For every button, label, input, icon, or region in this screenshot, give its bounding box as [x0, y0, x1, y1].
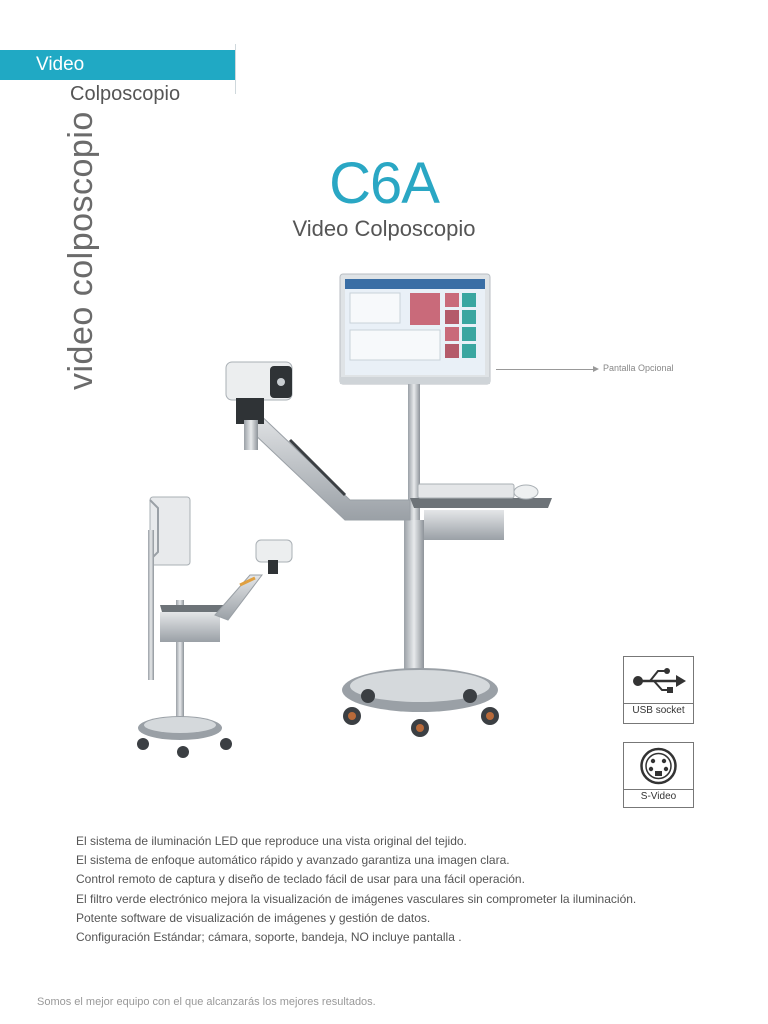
- side-title: video colposcopio: [62, 111, 100, 390]
- header-label-top: Video: [36, 54, 85, 75]
- feature-item: Potente software de visualización de imágenes y gestión de datos.: [76, 910, 431, 925]
- callout-arrow-icon: [593, 366, 599, 372]
- model-title: C6A: [329, 151, 439, 216]
- feature-item: El sistema de iluminación LED que reproduce una vista original del tejido.: [76, 834, 467, 848]
- feature-list: [76, 832, 636, 947]
- feature-item: El sistema de enfoque automático rápido y avanzado garantiza una imagen clara.: [76, 853, 510, 868]
- usb-badge: [623, 656, 694, 724]
- s-video-connector-icon: [624, 743, 693, 789]
- usb-badge-divider: [624, 703, 693, 704]
- s-video-badge-label: S-Video: [640, 791, 677, 802]
- monitor: [340, 274, 490, 384]
- usb-badge-label: USB socket: [632, 705, 685, 716]
- footer-tagline: Somos el mejor equipo con el que alcanzarás los mejores resultados.: [37, 996, 376, 1008]
- model-subtitle: Video Colposcopio: [292, 216, 476, 241]
- s-video-badge-divider: [624, 789, 693, 790]
- feature-item: Control remoto de captura y diseño de teclado fácil de usar para una fácil operación.: [76, 872, 525, 887]
- header-label-bottom: Colposcopio: [70, 83, 181, 105]
- feature-item: El filtro verde electrónico mejora la visualización de imágenes vasculares sin comprometer la iluminación.: [76, 891, 637, 906]
- callout-line: [496, 369, 596, 370]
- screen-callout: Pantalla Opcional: [603, 363, 674, 373]
- s-video-badge: [623, 742, 694, 808]
- feature-item: Configuración Estándar; cámara, soporte, bandeja, NO incluye pantalla .: [76, 930, 462, 945]
- secondary-view: [137, 497, 292, 758]
- usb-icon: [624, 657, 693, 703]
